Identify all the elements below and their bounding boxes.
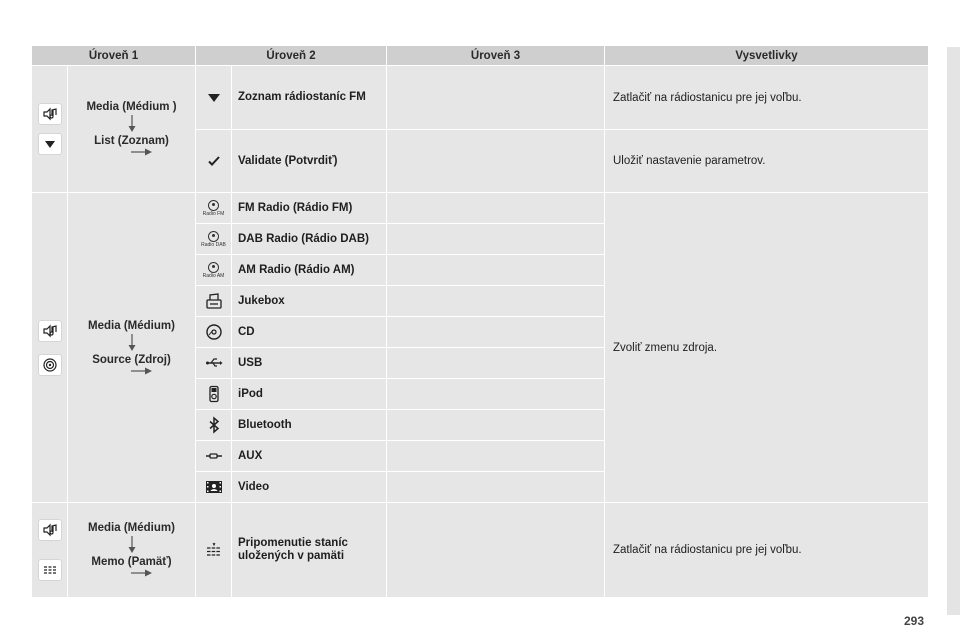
down-triangle-key-icon — [39, 134, 61, 154]
table-header-row — [32, 46, 929, 66]
level3-cell — [387, 286, 605, 317]
header-level3: Úroveň 3 — [387, 46, 605, 66]
level3-cell — [387, 472, 605, 503]
ipod-icon — [205, 385, 223, 403]
arrow-right-icon — [131, 568, 153, 578]
cd-icon — [205, 323, 223, 341]
level1-sub-label: Memo (Pamäť) — [91, 556, 172, 568]
level2-label: DAB Radio (Rádio DAB) — [232, 224, 387, 255]
level2-icon-cell — [196, 255, 232, 286]
header-level2: Úroveň 2 — [196, 46, 387, 66]
level2-icon-cell — [196, 286, 232, 317]
level2-icon-cell — [196, 379, 232, 410]
level1-sub-label: List (Zoznam) — [94, 135, 169, 147]
level2-label: Video — [232, 472, 387, 503]
menu-structure-table — [31, 45, 929, 598]
memo-presets-icon — [205, 541, 223, 559]
level2-label: iPod — [232, 379, 387, 410]
level2-label: Validate (Potvrdiť) — [232, 130, 387, 193]
level1-memo-cell — [68, 503, 196, 598]
level2-label: Jukebox — [232, 286, 387, 317]
level2-icon-cell — [196, 66, 232, 130]
table-row — [32, 193, 929, 224]
bluetooth-icon — [205, 416, 223, 434]
level2-label: AM Radio (Rádio AM) — [232, 255, 387, 286]
level2-icon-cell — [196, 410, 232, 441]
arrow-down-icon — [127, 536, 137, 554]
level1-main-label: Media (Médium ) — [86, 101, 177, 113]
level2-label: Pripomenutie staníc uložených v pamäti — [232, 503, 387, 598]
explanation-cell: Zvoliť zmenu zdroja. — [605, 193, 929, 503]
level2-icon-cell — [196, 348, 232, 379]
level3-cell — [387, 317, 605, 348]
arrow-down-icon — [127, 115, 137, 133]
media-key-icon — [39, 321, 61, 341]
level3-cell — [387, 410, 605, 441]
radio-dab-icon: Radio DAB — [196, 231, 231, 248]
checkmark-icon — [205, 152, 223, 170]
level2-label: CD — [232, 317, 387, 348]
level2-icon-cell — [196, 224, 232, 255]
level3-cell — [387, 130, 605, 193]
level2-label: Bluetooth — [232, 410, 387, 441]
level1-main-label: Media (Médium) — [88, 522, 175, 534]
level1-source-cell — [68, 193, 196, 503]
level3-cell — [387, 66, 605, 130]
level1-list-cell — [68, 66, 196, 193]
header-explanations: Vysvetlivky — [605, 46, 929, 66]
explanation-cell: Zatlačiť na rádiostanicu pre jej voľbu. — [605, 66, 929, 130]
aux-icon — [205, 447, 223, 465]
level1-sub-label: Source (Zdroj) — [92, 353, 171, 366]
level2-label: FM Radio (Rádio FM) — [232, 193, 387, 224]
explanation-cell: Zatlačiť na rádiostanicu pre jej voľbu. — [605, 503, 929, 598]
level1-main-label: Media (Médium) — [88, 319, 175, 332]
radio-am-icon: Radio AM — [196, 262, 231, 279]
level3-cell — [387, 348, 605, 379]
arrow-right-icon — [131, 147, 153, 157]
table-row — [32, 503, 929, 598]
level2-icon-cell — [196, 317, 232, 348]
level2-label: USB — [232, 348, 387, 379]
level3-cell — [387, 224, 605, 255]
level3-cell — [387, 441, 605, 472]
level3-cell — [387, 193, 605, 224]
level2-icon-cell — [196, 193, 232, 224]
side-scrollbar — [947, 47, 960, 615]
level2-label: Zoznam rádiostaníc FM — [232, 66, 387, 130]
arrow-right-icon — [131, 366, 153, 376]
explanation-cell: Uložiť nastavenie parametrov. — [605, 130, 929, 193]
video-icon — [205, 478, 223, 496]
memo-key-icon — [39, 560, 61, 580]
level3-cell — [387, 379, 605, 410]
level3-cell — [387, 503, 605, 598]
level1-keys-cell — [32, 193, 68, 503]
table-row — [32, 66, 929, 130]
page-number: 293 — [904, 614, 925, 628]
level1-keys-cell — [32, 503, 68, 598]
arrow-down-icon — [127, 334, 137, 352]
usb-icon — [205, 354, 223, 372]
level2-icon-cell — [196, 441, 232, 472]
down-triangle-icon — [205, 89, 223, 107]
header-level1: Úroveň 1 — [32, 46, 196, 66]
level2-icon-cell — [196, 472, 232, 503]
jukebox-icon — [205, 292, 223, 310]
level2-icon-cell — [196, 130, 232, 193]
radio-fm-icon: Radio FM — [196, 200, 231, 217]
level2-icon-cell — [196, 503, 232, 598]
media-key-icon — [39, 104, 61, 124]
source-key-icon — [39, 355, 61, 375]
media-key-icon — [39, 520, 61, 540]
level3-cell — [387, 255, 605, 286]
level1-keys-cell — [32, 66, 68, 193]
level2-label: AUX — [232, 441, 387, 472]
